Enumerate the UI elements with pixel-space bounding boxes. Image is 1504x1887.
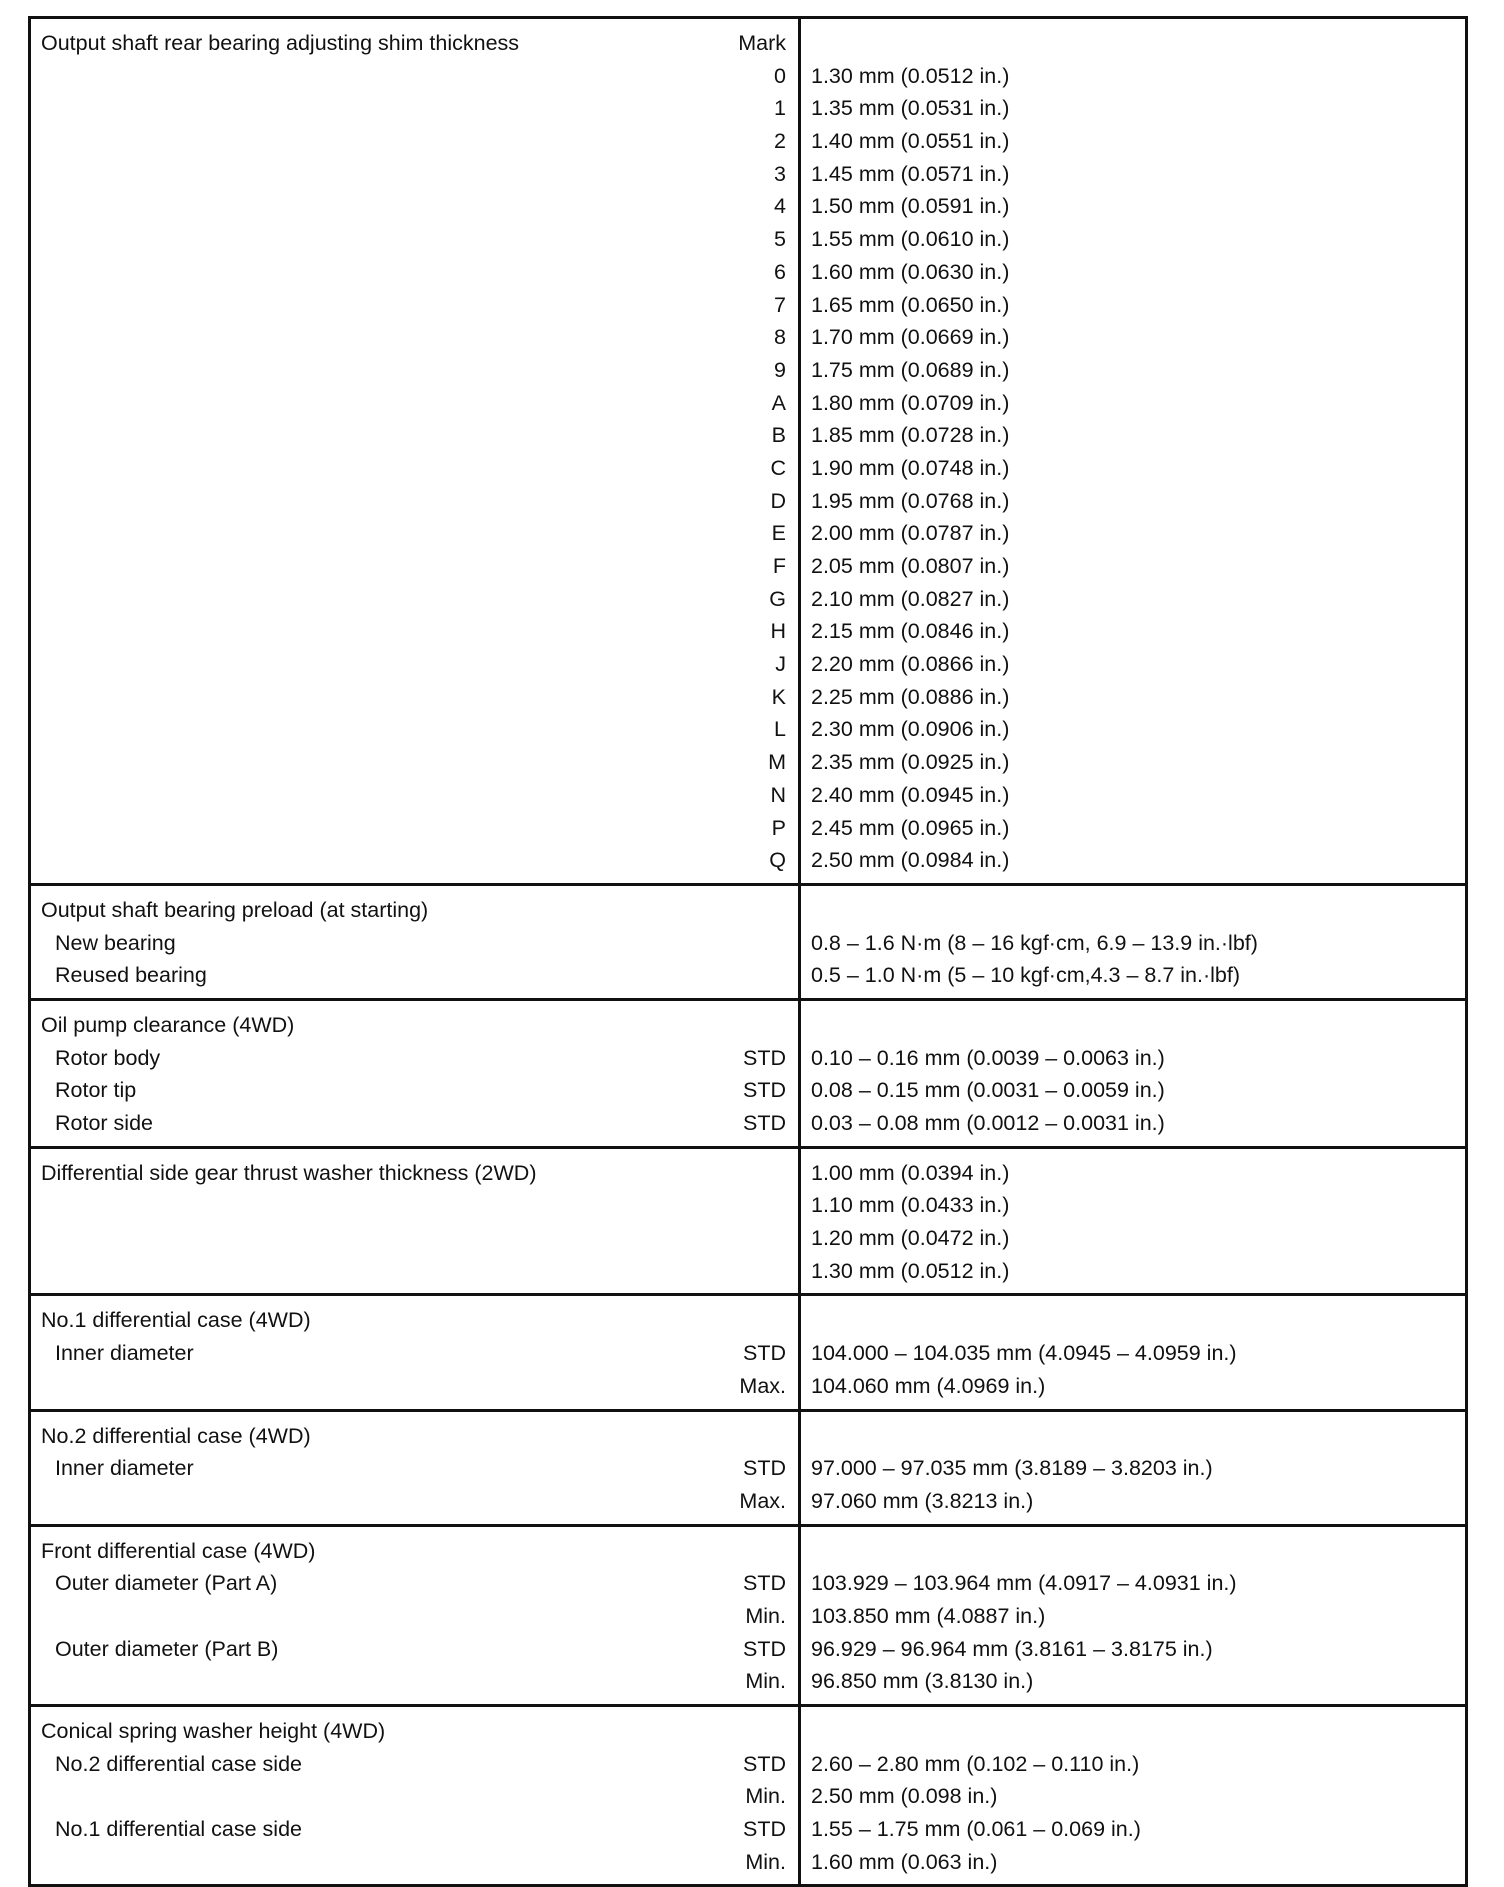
spec-mark: 3 [774, 161, 786, 186]
spec-value: 1.10 mm (0.0433 in.) [811, 1193, 1010, 1218]
spec-item-label [41, 485, 706, 518]
spec-row [41, 1567, 786, 1600]
spec-table [28, 16, 1468, 1887]
spec-value: 2.05 mm (0.0807 in.) [811, 554, 1010, 578]
spec-mark: STD [743, 1045, 786, 1070]
spec-mark: J [775, 652, 786, 677]
spec-row [41, 1813, 786, 1846]
spec-item-label: Output shaft bearing preload (at starting) [41, 897, 429, 922]
spec-row [41, 256, 786, 289]
spec-mark [706, 1222, 786, 1255]
spec-row [41, 1337, 786, 1370]
spec-item-label [41, 289, 706, 322]
spec-row [41, 354, 786, 387]
spec-item-label: Outer diameter (Part A) [55, 1571, 278, 1596]
spec-row [41, 894, 786, 927]
spec-mark: H [770, 619, 786, 644]
spec-item-label [41, 321, 706, 354]
spec-row [41, 289, 786, 322]
spec-item-label [41, 1255, 706, 1288]
spec-row [41, 1107, 786, 1140]
spec-mark [706, 1157, 786, 1190]
spec-label-column [31, 1527, 801, 1704]
spec-value [811, 1535, 1465, 1568]
spec-row [41, 1633, 786, 1666]
spec-mark: B [771, 423, 786, 448]
spec-value: 2.40 mm (0.0945 in.) [811, 782, 1010, 807]
spec-value: 2.45 mm (0.0965 in.) [811, 815, 1010, 840]
spec-item-label: No.1 differential case (4WD) [41, 1308, 311, 1333]
spec-value: 2.25 mm (0.0886 in.) [811, 684, 1010, 709]
spec-item-label [41, 1846, 706, 1879]
spec-row [41, 1304, 786, 1337]
spec-section [31, 1146, 1465, 1294]
spec-item-label [41, 615, 706, 648]
spec-mark: STD [743, 1817, 786, 1842]
spec-item-label [41, 1600, 706, 1633]
spec-value: 1.40 mm (0.0551 in.) [811, 129, 1010, 154]
spec-item-label [41, 746, 706, 779]
spec-row [41, 452, 786, 485]
spec-item-label [41, 190, 706, 223]
spec-row [41, 1157, 786, 1190]
spec-item-label [41, 1189, 706, 1222]
spec-row [41, 746, 786, 779]
spec-mark [706, 927, 786, 960]
spec-row [41, 615, 786, 648]
spec-item-label [41, 354, 706, 387]
spec-mark: STD [743, 1571, 786, 1596]
spec-value: 1.95 mm (0.0768 in.) [811, 488, 1010, 513]
spec-row [41, 1009, 786, 1042]
spec-item-label: Conical spring washer height (4WD) [41, 1719, 386, 1743]
spec-mark: Max. [739, 1373, 786, 1398]
spec-label-column [31, 1707, 801, 1884]
spec-mark: 1 [774, 96, 786, 121]
spec-value: 0.5 – 1.0 N·m (5 – 10 kgf·cm,4.3 – 8.7 in.·lbf) [811, 963, 1240, 988]
spec-row [41, 60, 786, 93]
spec-row [41, 1189, 786, 1222]
spec-row [41, 927, 786, 960]
spec-row [41, 1420, 786, 1453]
spec-item-label [41, 223, 706, 256]
spec-label-column [31, 886, 801, 998]
spec-item-label: Outer diameter (Part B) [55, 1636, 279, 1661]
spec-mark [706, 1535, 786, 1568]
spec-value: 96.850 mm (3.8130 in.) [811, 1669, 1034, 1694]
spec-row [41, 681, 786, 714]
spec-mark: N [770, 782, 786, 807]
spec-row [41, 844, 786, 877]
spec-mark: Max. [739, 1488, 786, 1513]
spec-row [41, 1255, 786, 1288]
spec-mark: D [770, 488, 786, 513]
spec-mark [706, 1304, 786, 1337]
spec-item-label [41, 1370, 706, 1403]
spec-item-label [41, 812, 706, 845]
spec-value-column [801, 19, 1465, 883]
spec-section [31, 1409, 1465, 1524]
spec-mark: Min. [745, 1603, 786, 1628]
spec-item-label: Front differential case (4WD) [41, 1538, 316, 1563]
spec-row [41, 387, 786, 420]
spec-section [31, 1293, 1465, 1408]
spec-mark: STD [743, 1341, 786, 1366]
spec-row [41, 1600, 786, 1633]
spec-mark: P [771, 815, 786, 840]
spec-mark: 0 [774, 63, 786, 88]
spec-label-column [31, 1412, 801, 1524]
spec-value: 2.20 mm (0.0866 in.) [811, 652, 1010, 677]
spec-value-column [801, 1296, 1465, 1408]
spec-item-label [41, 648, 706, 681]
spec-item-label: Inner diameter [55, 1341, 194, 1366]
spec-row [41, 125, 786, 158]
spec-value: 0.03 – 0.08 mm (0.0012 – 0.0031 in.) [811, 1111, 1165, 1135]
spec-value: 2.50 mm (0.0984 in.) [811, 848, 1010, 873]
spec-section [31, 998, 1465, 1146]
spec-value: 104.000 – 104.035 mm (4.0945 – 4.0959 in.) [811, 1341, 1237, 1366]
spec-mark [706, 1420, 786, 1453]
spec-mark: Min. [745, 1669, 786, 1694]
spec-value-column [801, 1412, 1465, 1524]
spec-item-label: Oil pump clearance (4WD) [41, 1012, 295, 1037]
spec-mark: Min. [745, 1849, 786, 1874]
spec-item-label [41, 92, 706, 125]
spec-mark: C [770, 455, 786, 480]
spec-value: 2.35 mm (0.0925 in.) [811, 750, 1010, 775]
spec-row [41, 1485, 786, 1518]
spec-value: 2.50 mm (0.098 in.) [811, 1784, 998, 1809]
spec-value: 97.060 mm (3.8213 in.) [811, 1488, 1034, 1513]
spec-mark: 8 [774, 325, 786, 350]
spec-row [41, 223, 786, 256]
spec-value [811, 1304, 1465, 1337]
spec-row [41, 321, 786, 354]
spec-item-label: Differential side gear thrust washer thickness (2WD) [41, 1160, 537, 1185]
spec-row [41, 1535, 786, 1568]
spec-mark: 6 [774, 259, 786, 284]
spec-item-label [41, 158, 706, 191]
spec-section [31, 1524, 1465, 1704]
spec-value: 0.8 – 1.6 N·m (8 – 16 kgf·cm, 6.9 – 13.9 in.·lbf) [811, 930, 1258, 955]
spec-item-label [41, 713, 706, 746]
spec-row [41, 419, 786, 452]
spec-row [41, 92, 786, 125]
spec-item-label: Inner diameter [55, 1456, 194, 1481]
spec-item-label [41, 452, 706, 485]
spec-row [41, 190, 786, 223]
spec-mark: E [771, 521, 786, 546]
spec-item-label [41, 419, 706, 452]
spec-item-label [41, 779, 706, 812]
spec-mark: 4 [774, 194, 786, 219]
spec-mark: 7 [774, 292, 786, 317]
spec-mark: L [774, 717, 786, 742]
spec-section [31, 883, 1465, 998]
spec-item-label [41, 387, 706, 420]
spec-value: 1.85 mm (0.0728 in.) [811, 423, 1010, 448]
spec-row [41, 1665, 786, 1698]
spec-value: 1.00 mm (0.0394 in.) [811, 1160, 1010, 1185]
spec-value: 0.08 – 0.15 mm (0.0031 – 0.0059 in.) [811, 1078, 1165, 1103]
spec-item-label [41, 583, 706, 616]
spec-label-column [31, 1296, 801, 1408]
spec-value [811, 894, 1465, 927]
spec-item-label [41, 1485, 706, 1518]
spec-row [41, 713, 786, 746]
spec-item-label [41, 256, 706, 289]
spec-mark [706, 1189, 786, 1222]
spec-mark [706, 959, 786, 992]
spec-value: 1.75 mm (0.0689 in.) [811, 357, 1010, 382]
spec-value: 97.000 – 97.035 mm (3.8189 – 3.8203 in.) [811, 1456, 1213, 1481]
spec-value: 1.55 mm (0.0610 in.) [811, 227, 1010, 252]
spec-value: 2.10 mm (0.0827 in.) [811, 586, 1010, 611]
spec-mark: A [771, 390, 786, 415]
spec-value-column [801, 1001, 1465, 1146]
spec-mark: 5 [774, 227, 786, 252]
spec-item-label: Rotor side [55, 1111, 153, 1135]
spec-value [811, 1420, 1465, 1453]
spec-value: 104.060 mm (4.0969 in.) [811, 1373, 1046, 1398]
spec-mark [706, 1255, 786, 1288]
spec-value-column [801, 1149, 1465, 1294]
spec-value: 2.60 – 2.80 mm (0.102 – 0.110 in.) [811, 1751, 1140, 1776]
spec-item-label: Output shaft rear bearing adjusting shim thickness [41, 31, 520, 55]
spec-row [41, 485, 786, 518]
spec-item-label [41, 517, 706, 550]
spec-value: 1.50 mm (0.0591 in.) [811, 194, 1010, 219]
spec-mark [706, 1009, 786, 1042]
spec-item-label: Rotor tip [55, 1078, 137, 1103]
spec-value: 1.70 mm (0.0669 in.) [811, 325, 1010, 350]
spec-item-label [41, 1780, 706, 1813]
spec-row [41, 517, 786, 550]
spec-mark: STD [743, 1078, 786, 1103]
spec-mark: STD [743, 1636, 786, 1661]
spec-row [41, 583, 786, 616]
spec-value: 103.929 – 103.964 mm (4.0917 – 4.0931 in.) [811, 1571, 1237, 1596]
spec-mark: STD [743, 1456, 786, 1481]
spec-value: 1.30 mm (0.0512 in.) [811, 63, 1010, 88]
spec-value: 1.30 mm (0.0512 in.) [811, 1258, 1010, 1283]
spec-row [41, 158, 786, 191]
spec-value: 1.80 mm (0.0709 in.) [811, 390, 1010, 415]
spec-value: 96.929 – 96.964 mm (3.8161 – 3.8175 in.) [811, 1636, 1213, 1661]
spec-label-column [31, 19, 801, 883]
spec-value: 1.20 mm (0.0472 in.) [811, 1226, 1010, 1251]
spec-mark: F [772, 554, 786, 578]
spec-item-label: No.2 differential case side [55, 1751, 302, 1776]
spec-value: 0.10 – 0.16 mm (0.0039 – 0.0063 in.) [811, 1045, 1165, 1070]
spec-value: 1.45 mm (0.0571 in.) [811, 161, 1010, 186]
spec-item-label: No.2 differential case (4WD) [41, 1423, 311, 1448]
spec-label-column [31, 1149, 801, 1294]
spec-value: 1.60 mm (0.063 in.) [811, 1849, 998, 1874]
spec-item-label [41, 844, 706, 877]
spec-mark: Min. [745, 1784, 786, 1809]
spec-row [41, 1452, 786, 1485]
spec-value: 1.90 mm (0.0748 in.) [811, 455, 1010, 480]
spec-row [41, 1042, 786, 1075]
spec-row [41, 1370, 786, 1403]
spec-item-label [41, 1665, 706, 1698]
spec-row [41, 27, 786, 60]
spec-mark [706, 1715, 786, 1748]
spec-mark: STD [743, 1111, 786, 1135]
spec-label-column [31, 1001, 801, 1146]
spec-value: 103.850 mm (4.0887 in.) [811, 1603, 1046, 1628]
spec-value [811, 1715, 1465, 1748]
spec-row [41, 1074, 786, 1107]
spec-item-label [41, 125, 706, 158]
spec-value: 2.30 mm (0.0906 in.) [811, 717, 1010, 742]
spec-row [41, 812, 786, 845]
spec-mark: 9 [774, 357, 786, 382]
spec-mark: STD [743, 1751, 786, 1776]
spec-item-label: Rotor body [55, 1045, 161, 1070]
spec-row [41, 779, 786, 812]
spec-value: 1.35 mm (0.0531 in.) [811, 96, 1010, 121]
spec-mark: M [768, 750, 786, 775]
spec-value: 1.60 mm (0.0630 in.) [811, 259, 1010, 284]
spec-row [41, 1846, 786, 1879]
spec-value-column [801, 1707, 1465, 1884]
spec-mark: Mark [738, 31, 786, 55]
spec-item-label: New bearing [55, 930, 176, 955]
spec-row [41, 1748, 786, 1781]
spec-value: 1.65 mm (0.0650 in.) [811, 292, 1010, 317]
spec-row [41, 550, 786, 583]
spec-value: 2.15 mm (0.0846 in.) [811, 619, 1010, 644]
spec-item-label [41, 60, 706, 93]
spec-mark: Q [769, 848, 786, 873]
spec-row [41, 648, 786, 681]
spec-mark: K [771, 684, 786, 709]
spec-item-label [41, 681, 706, 714]
spec-value: 1.55 – 1.75 mm (0.061 – 0.069 in.) [811, 1817, 1141, 1842]
spec-section [31, 1704, 1465, 1884]
spec-row [41, 959, 786, 992]
spec-value-column [801, 886, 1465, 998]
spec-mark: G [769, 586, 786, 611]
spec-item-label: No.1 differential case side [55, 1817, 302, 1842]
spec-item-label [41, 1222, 706, 1255]
spec-value: 2.00 mm (0.0787 in.) [811, 521, 1010, 546]
spec-mark [706, 894, 786, 927]
spec-mark: 2 [774, 129, 786, 154]
spec-row [41, 1222, 786, 1255]
spec-section [31, 19, 1465, 883]
spec-value [811, 27, 1465, 60]
spec-row [41, 1715, 786, 1748]
spec-value [811, 1009, 1465, 1042]
spec-item-label [41, 550, 706, 583]
spec-item-label: Reused bearing [55, 963, 207, 988]
spec-row [41, 1780, 786, 1813]
spec-value-column [801, 1527, 1465, 1704]
